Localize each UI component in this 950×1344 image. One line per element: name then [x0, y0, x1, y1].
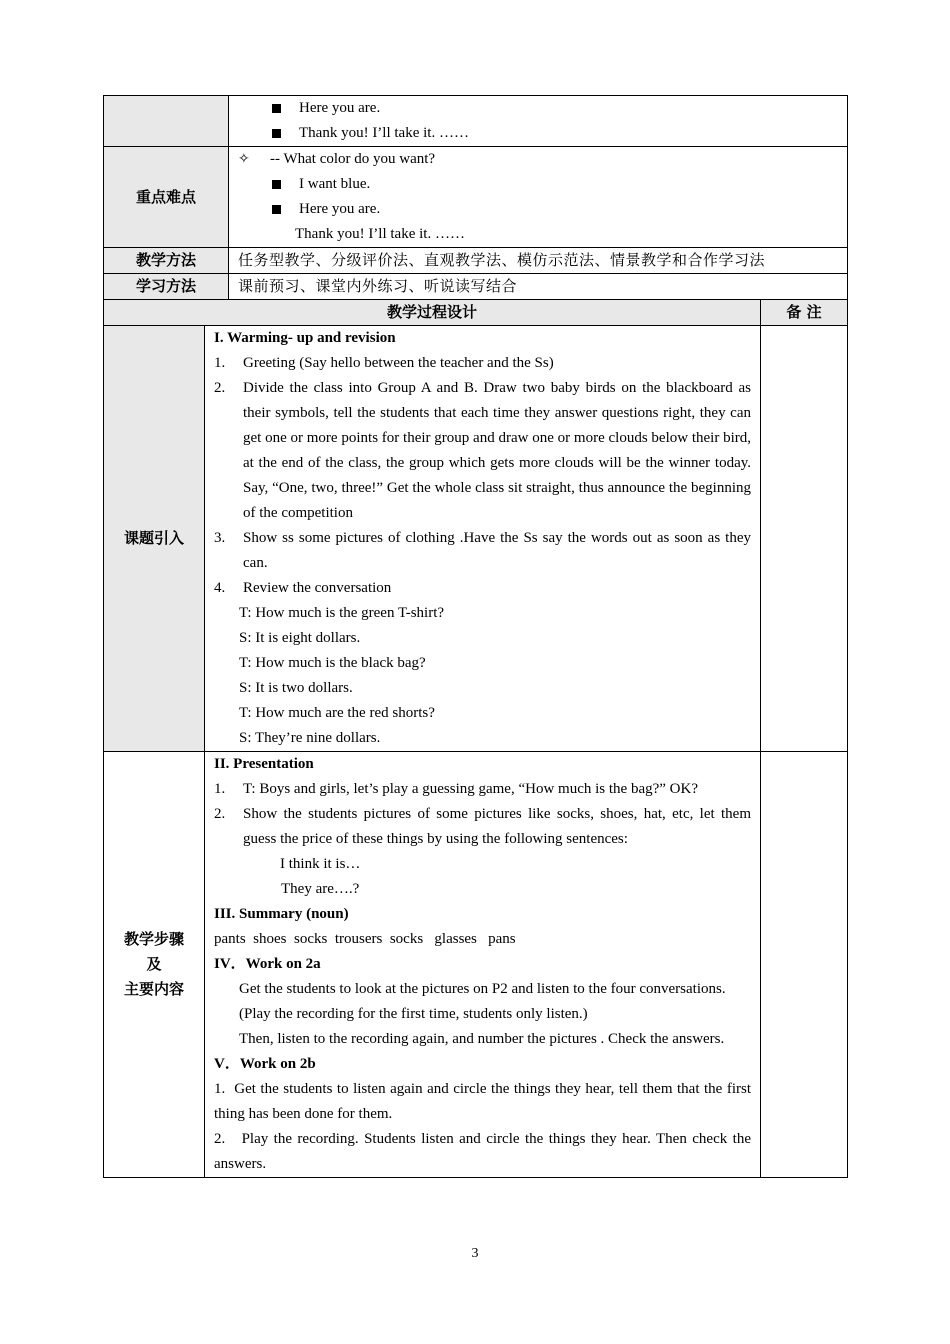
paragraph: Get the students to look at the pictures on P2 and listen to the four conversations. [239, 981, 726, 997]
square-bullet-icon [272, 104, 281, 113]
list-item: ✧ -- What color do you want? [229, 147, 847, 172]
list-item: 2. Divide the class into Group A and B. Draw two baby birds on the blackboard as their symbols, tell the students that each time they answer questions right, they can get one or more points for their group and draw one or more clouds below their bird, at the end of the class, the group which gets more clouds will be the winner today. Say, “One, two, three!” Get the whole class sit straight, thus announce the beginning of the competition [214, 380, 751, 521]
list-item: I want blue. [229, 172, 847, 197]
paragraph: 1. Get the students to listen again and circle the things they hear, tell them that the first thing has been done for them. [214, 1081, 755, 1122]
learning-method-value: 课前预习、课堂内外练习、听说读写结合 [229, 274, 848, 300]
dialog-line: S: They’re nine dollars. [239, 730, 381, 746]
row-intro [104, 326, 848, 752]
list-item: Here you are. [229, 197, 847, 222]
continuation-content-cell [229, 96, 848, 147]
dialog-line: S: It is eight dollars. [239, 630, 361, 646]
dialog-line: S: It is two dollars. [239, 680, 353, 696]
intro-label: 课题引入 [104, 326, 205, 752]
intro-notes-cell [761, 326, 848, 752]
section-heading: III. Summary (noun) [214, 906, 349, 922]
steps-notes-cell [761, 752, 848, 1178]
paragraph: 2. Play the recording. Students listen and circle the things they hear. Then check the answers. [214, 1131, 755, 1172]
teaching-method-value: 任务型教学、分级评价法、直观教学法、模仿示范法、情景教学和合作学习法 [229, 248, 848, 274]
section-heading: II. Presentation [214, 756, 314, 772]
steps-label: 教学步骤 及 主要内容 [104, 752, 205, 1178]
key-points-content [229, 147, 848, 248]
steps-content [205, 752, 761, 1178]
list-item: 1. T: Boys and girls, let’s play a guessing game, “How much is the bag?” OK? [214, 781, 698, 797]
list-item: Thank you! I’ll take it. …… [295, 226, 465, 242]
row-learning-method [104, 274, 848, 300]
list-item: 2. Show the students pictures of some pictures like socks, shoes, hat, etc, let them guess the price of these things by using the following sentences: [214, 806, 751, 847]
lesson-plan-table [103, 95, 848, 1178]
sentence-line: I think it is… [280, 856, 361, 872]
dialog-line: T: How much is the black bag? [239, 655, 426, 671]
square-bullet-icon [272, 205, 281, 214]
list-item: 1. Greeting (Say hello between the teacher and the Ss) [214, 355, 554, 371]
continuation-label-cell [104, 96, 229, 147]
row-teaching-method [104, 248, 848, 274]
sentence-line: They are….? [281, 881, 360, 897]
row-key-points [104, 147, 848, 248]
diamond-bullet-icon: ✧ [238, 151, 250, 167]
list-item: Here you are. [229, 96, 847, 121]
dialog-line: T: How much are the red shorts? [239, 705, 435, 721]
learning-method-label: 学习方法 [104, 274, 229, 300]
page-number: 3 [471, 1246, 479, 1261]
row-continuation [104, 96, 848, 147]
paragraph: Then, listen to the recording again, and number the pictures . Check the answers. [239, 1031, 725, 1047]
section-heading: IV．Work on 2a [214, 956, 321, 972]
section-heading: V．Work on 2b [214, 1056, 316, 1072]
row-steps [104, 752, 848, 1178]
section-heading: I. Warming- up and revision [214, 330, 396, 346]
key-points-label: 重点难点 [104, 147, 229, 248]
row-process-header [104, 300, 848, 326]
square-bullet-icon [272, 180, 281, 189]
summary-words: pants shoes socks trousers socks glasses pans [214, 931, 516, 947]
dialog-line: T: How much is the green T-shirt? [239, 605, 445, 621]
intro-content [205, 326, 761, 752]
list-item: Thank you! I’ll take it. …… [229, 121, 847, 146]
notes-header: 备 注 [761, 300, 848, 326]
list-item: 3. Show ss some pictures of clothing .Have the Ss say the words out as soon as they can. [214, 530, 751, 571]
teaching-method-label: 教学方法 [104, 248, 229, 274]
list-item: 4. Review the conversation [214, 580, 392, 596]
square-bullet-icon [272, 129, 281, 138]
paragraph: (Play the recording for the first time, students only listen.) [239, 1006, 588, 1022]
process-design-header: 教学过程设计 [104, 300, 761, 326]
